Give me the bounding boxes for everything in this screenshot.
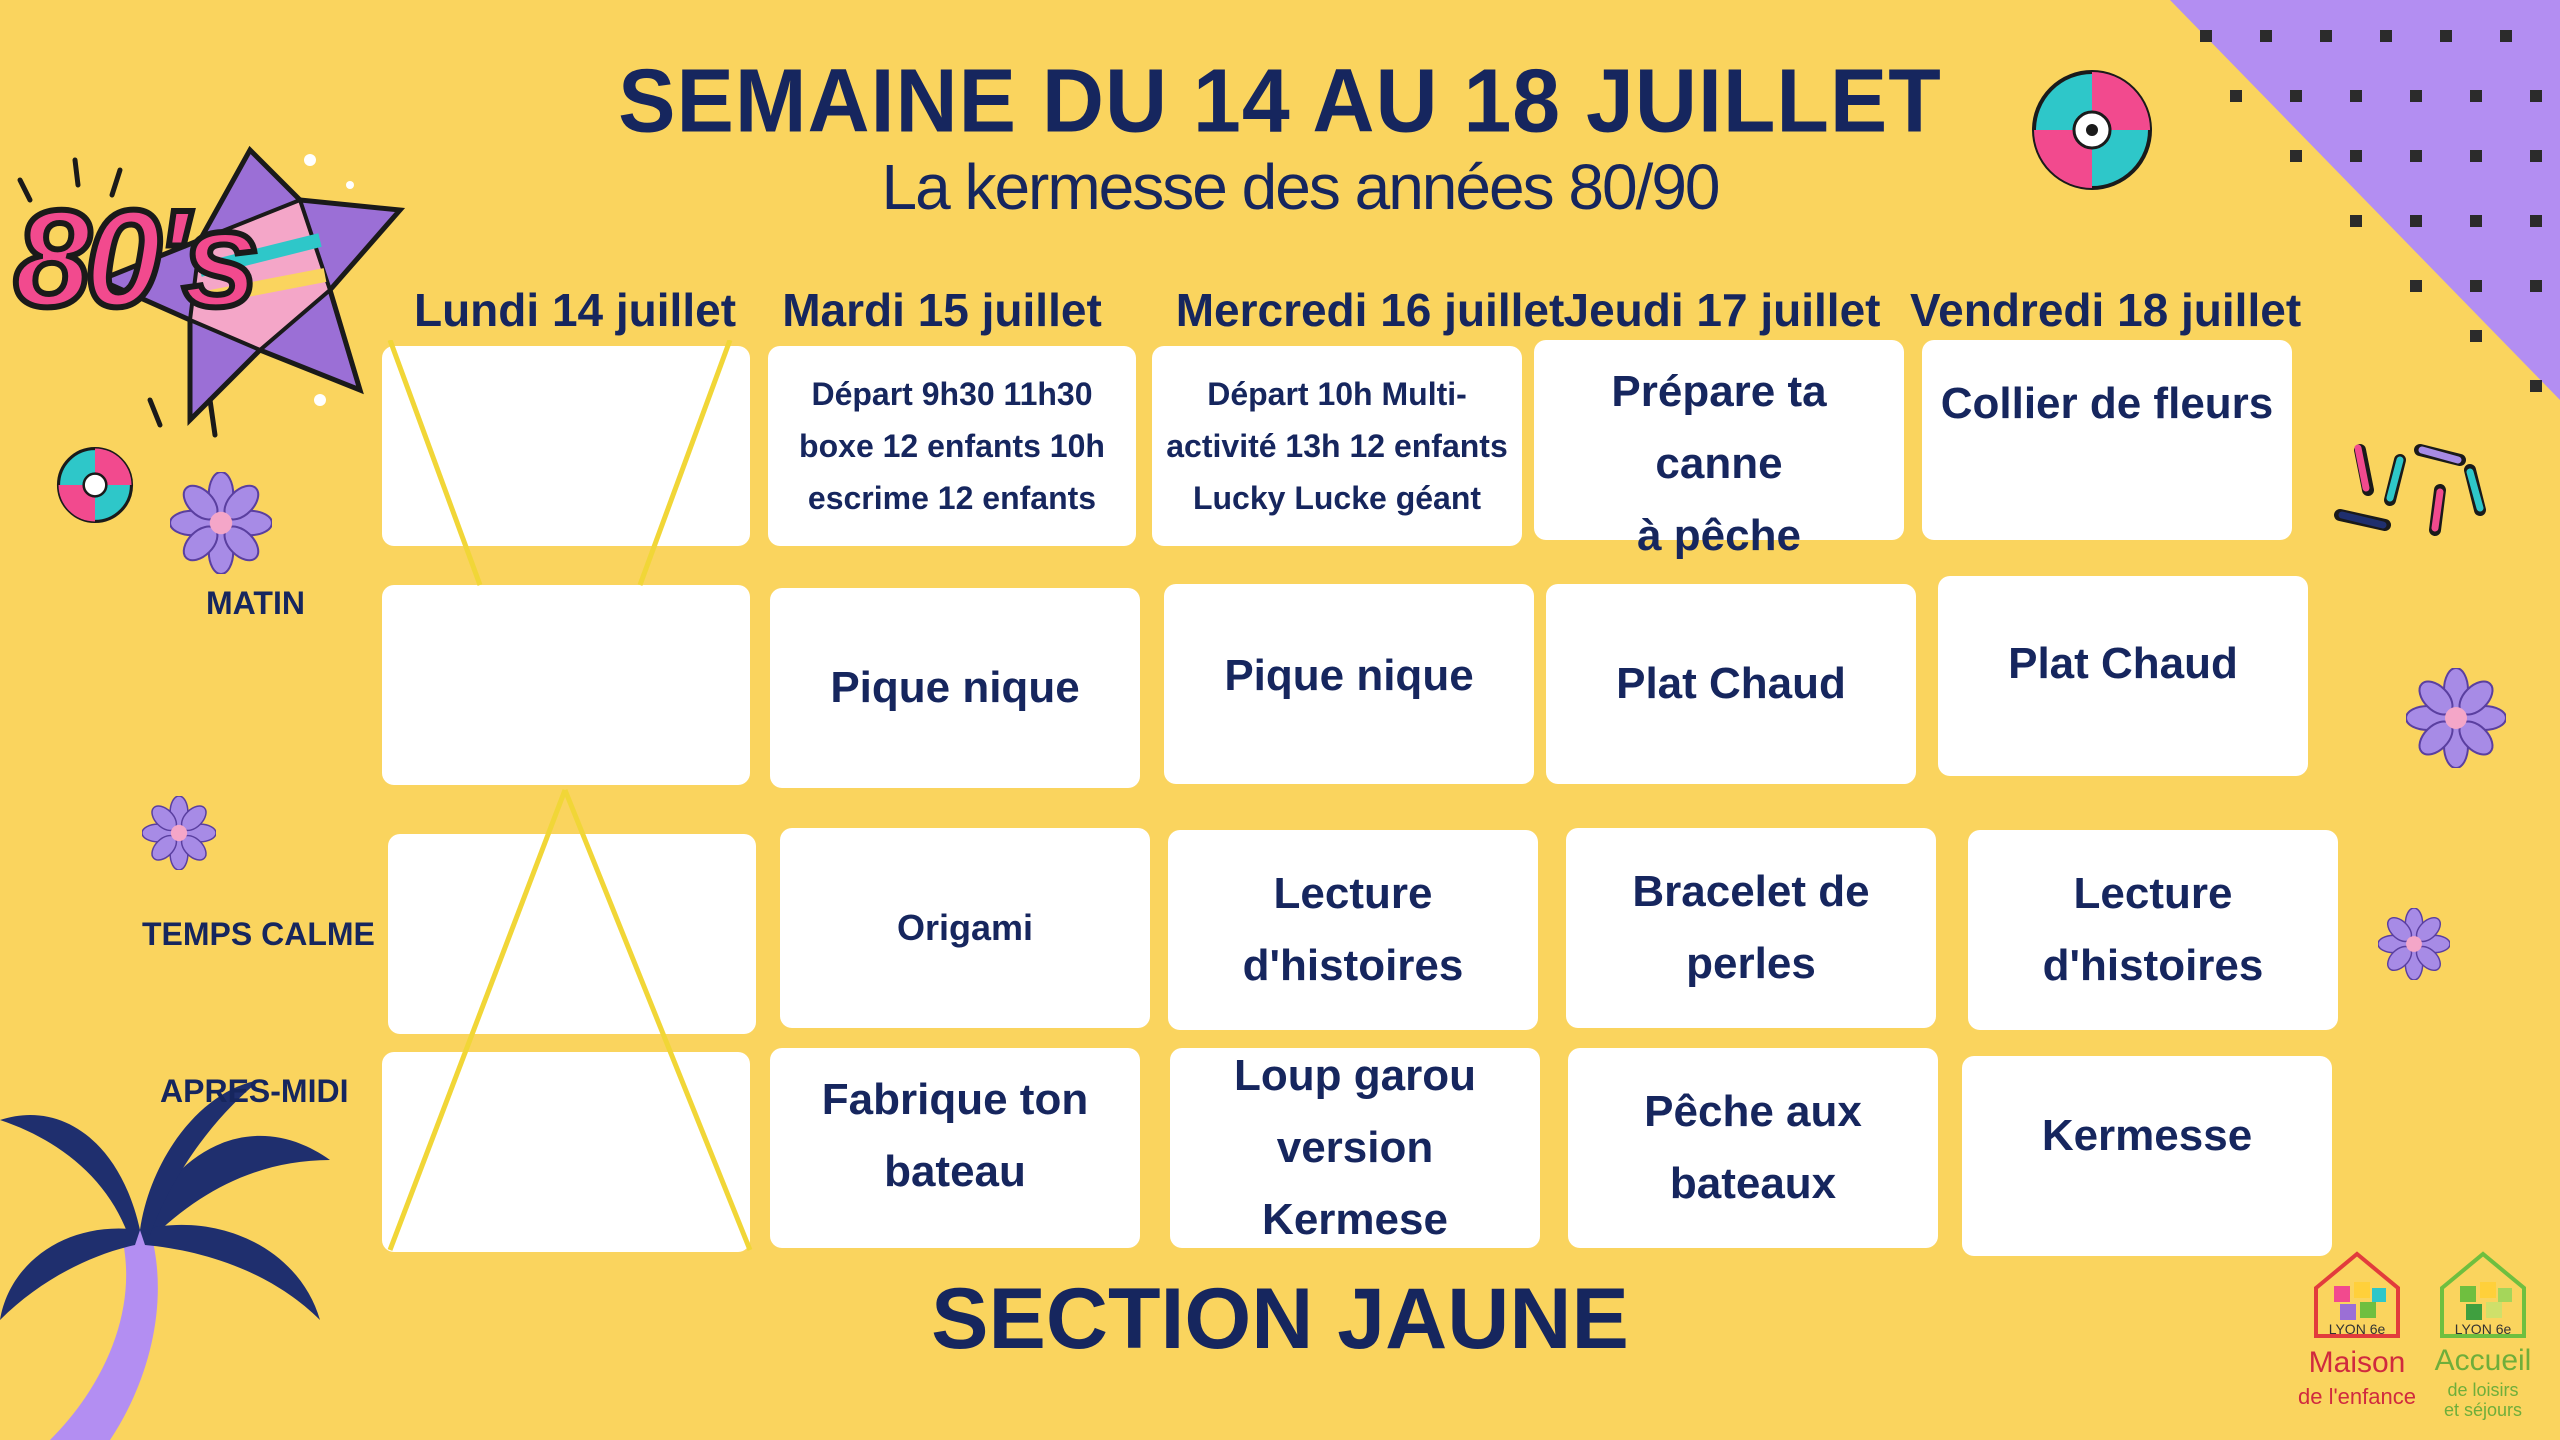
page-title: SEMAINE DU 14 AU 18 JUILLET [618, 50, 1942, 152]
schedule-cell-tuesday-apres-midi: Fabrique ton bateau [770, 1048, 1140, 1248]
schedule-cell-tuesday-matin: Départ 9h30 11h30 boxe 12 enfants 10h escrime 12 enfants [768, 346, 1136, 546]
schedule-cell-wednesday-temps-calme: Lecture d'histoires [1168, 830, 1538, 1030]
flower-icon [170, 472, 272, 574]
logo-accueil-line3: et séjours [2443, 1400, 2523, 1420]
section-label: SECTION JAUNE [931, 1271, 1629, 1367]
logo-maison-city: LYON 6e [2328, 1321, 2386, 1337]
cd-icon [56, 446, 134, 524]
day-header-monday: Lundi 14 juillet [413, 284, 737, 336]
day-header-tuesday: Mardi 15 juillet [782, 284, 1102, 336]
schedule-cell-tuesday-lunch: Pique nique [770, 588, 1140, 788]
schedule-cell-wednesday-matin: Départ 10h Multi- activité 13h 12 enfants Lucky Lucke géant [1152, 346, 1522, 546]
page-subtitle: La kermesse des années 80/90 [881, 151, 1719, 223]
confetti-icon [2330, 430, 2500, 580]
schedule-cell-thursday-temps-calme: Bracelet de perles [1566, 828, 1936, 1028]
row-label-apres-midi: APRES-MIDI [160, 1073, 349, 1109]
schedule-cell-thursday-lunch: Plat Chaud [1546, 584, 1916, 784]
badge-80s-text: 80's [14, 182, 254, 336]
day-header-wednesday: Mercredi 16 juillet [1175, 284, 1565, 336]
palm-tree-icon [0, 1080, 340, 1440]
schedule-cell-thursday-apres-midi: Pêche aux bateaux [1568, 1048, 1938, 1248]
schedule-cell-friday-temps-calme: Lecture d'histoires [1968, 830, 2338, 1030]
schedule-cell-tuesday-temps-calme: Origami [780, 828, 1150, 1028]
logo-accueil-city: LYON 6e [2454, 1321, 2512, 1337]
schedule-cell-wednesday-lunch: Pique nique [1164, 584, 1534, 784]
logo-maison-line2: de l'enfance [2298, 1384, 2416, 1409]
logo-accueil-line2: de loisirs [2447, 1380, 2519, 1400]
flower-icon [2378, 908, 2450, 980]
logo-accueil-line1: Accueil [2434, 1344, 2532, 1377]
day-header-thursday: Jeudi 17 juillet [1563, 284, 1881, 336]
schedule-cell-friday-matin: Collier de fleurs [1922, 340, 2292, 540]
row-label-matin: MATIN [206, 585, 305, 621]
schedule-cell-friday-apres-midi: Kermesse [1962, 1056, 2332, 1256]
row-label-temps-calme: TEMPS CALME [142, 916, 375, 952]
crossed-lines-decoration [380, 340, 760, 1260]
schedule-cell-wednesday-apres-midi: Loup garou version Kermese [1170, 1048, 1540, 1248]
flower-icon [142, 796, 216, 870]
flower-icon [2406, 668, 2506, 768]
schedule-cell-thursday-matin: Prépare ta canne à pêche [1534, 340, 1904, 540]
schedule-cell-friday-lunch: Plat Chaud [1938, 576, 2308, 776]
logo-maison-line1: Maison [2308, 1346, 2406, 1379]
day-header-friday: Vendredi 18 juillet [1910, 284, 2302, 336]
